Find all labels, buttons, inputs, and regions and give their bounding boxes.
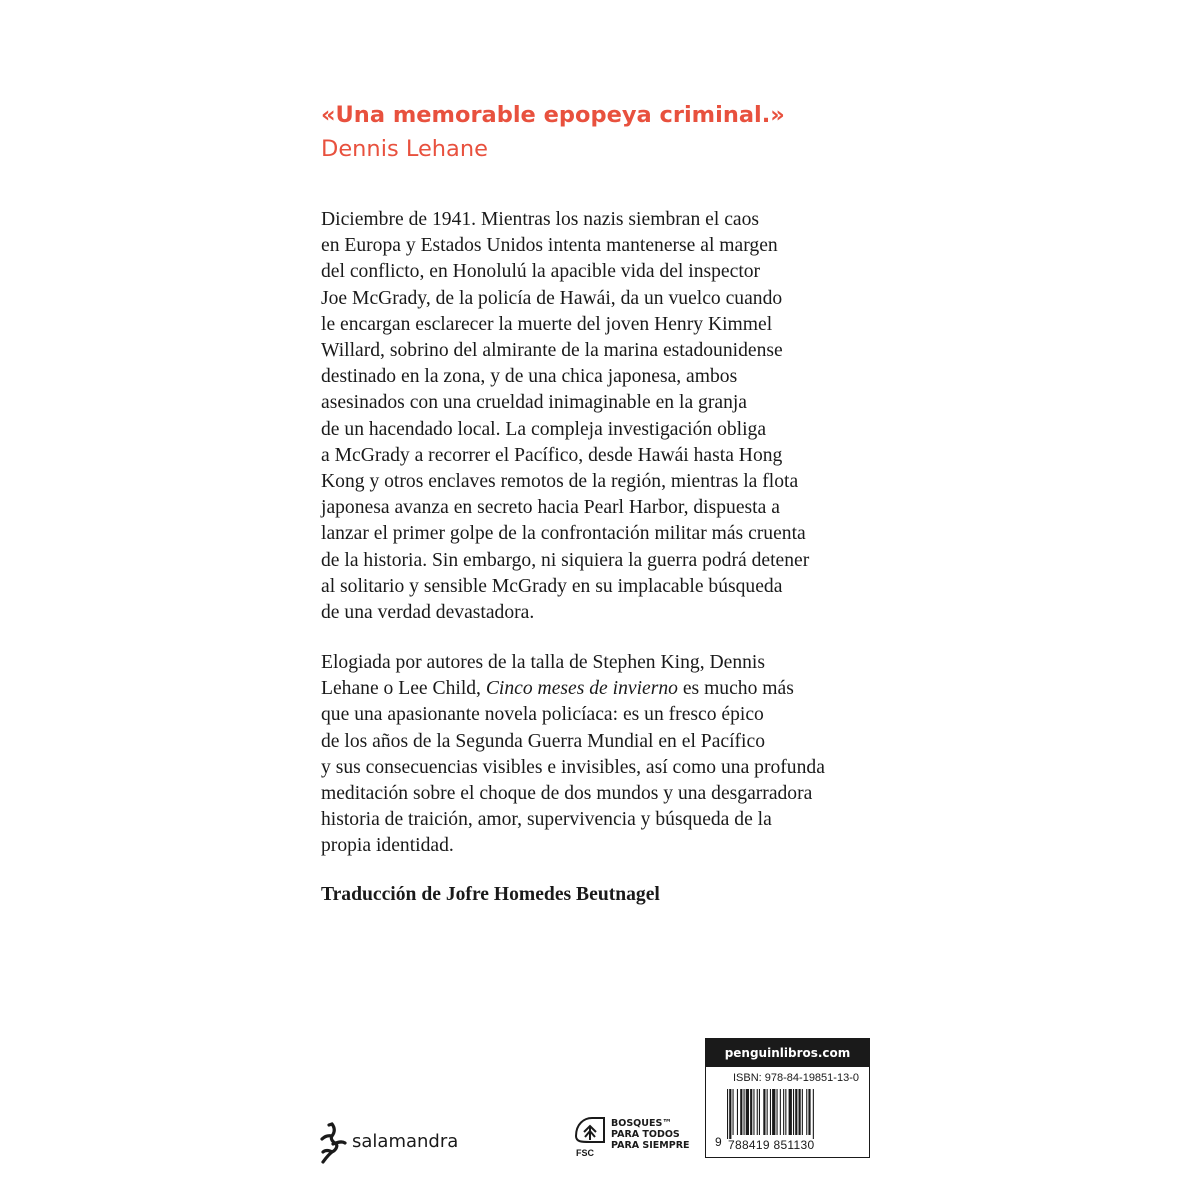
barcode-bar xyxy=(750,1089,752,1135)
barcode xyxy=(727,1089,851,1139)
synopsis-line: Joe McGrady, de la policía de Hawái, da un vuelco cuando xyxy=(321,287,783,309)
fsc-slogan-line: PARA SIEMPRE xyxy=(611,1140,690,1151)
barcode-bar xyxy=(789,1089,792,1135)
synopsis-line xyxy=(321,676,881,702)
synopsis-paragraph-2 xyxy=(321,650,881,860)
publisher-website: penguinlibros.com xyxy=(706,1039,869,1067)
barcode-bar xyxy=(777,1089,778,1135)
barcode-bar xyxy=(767,1089,768,1135)
fsc-slogan-line: BOSQUES™ xyxy=(611,1118,672,1129)
synopsis-line: y sus consecuencias visibles e invisibles, así como una profunda xyxy=(321,756,825,778)
synopsis-line: Kong y otros enclaves remotos de la región, mientras la flota xyxy=(321,471,799,493)
synopsis-line: asesinados con una crueldad inimaginable en la granja xyxy=(321,392,748,414)
synopsis-line: en Europa y Estados Unidos intenta mantenerse al margen xyxy=(321,235,778,257)
barcode-bar xyxy=(806,1089,807,1135)
synopsis-line: meditación sobre el choque de dos mundos y una desgarradora xyxy=(321,783,813,805)
barcode-bar xyxy=(746,1089,749,1135)
publisher-name: salamandra xyxy=(352,1131,459,1152)
fsc-label: FSC xyxy=(576,1148,594,1158)
book-title: Cinco meses de invierno xyxy=(485,678,678,700)
barcode-digits: 788419 851130 xyxy=(728,1138,815,1152)
blurb-quote: «Una memorable epopeya criminal.» xyxy=(321,102,785,128)
barcode-bar xyxy=(802,1089,803,1135)
synopsis-line: Willard, sobrino del almirante de la marina estadounidense xyxy=(321,340,783,362)
synopsis-line: historia de traición, amor, supervivencia y búsqueda de la xyxy=(321,809,772,831)
barcode-bar xyxy=(793,1089,794,1135)
synopsis-line: a McGrady a recorrer el Pacífico, desde Hawái hasta Hong xyxy=(321,444,783,466)
fsc-slogan-line: PARA TODOS xyxy=(611,1129,680,1140)
synopsis-line: al solitario y sensible McGrady en su implacable búsqueda xyxy=(321,575,783,597)
barcode-bar xyxy=(763,1089,765,1135)
synopsis-line: propia identidad. xyxy=(321,835,454,857)
barcode-bar xyxy=(740,1089,742,1135)
isbn-box xyxy=(705,1038,870,1158)
synopsis-line: Elogiada por autores de la talla de Stephen King, Dennis xyxy=(321,652,765,673)
synopsis-line: lanzar el primer golpe de la confrontación militar más cruenta xyxy=(321,523,806,545)
synopsis-line: Diciembre de 1941. Mientras los nazis siembran el caos xyxy=(321,209,760,230)
fsc-slogan xyxy=(611,1118,690,1151)
synopsis-line: le encargan esclarecer la muerte del joven Henry Kimmel xyxy=(321,313,773,335)
barcode-bar xyxy=(785,1089,786,1135)
barcode-bar xyxy=(799,1089,801,1135)
synopsis-line: que una apasionante novela policíaca: es un fresco épico xyxy=(321,704,764,726)
barcode-bar xyxy=(759,1089,760,1135)
barcode-bar xyxy=(808,1089,810,1135)
barcode-bar xyxy=(737,1089,738,1135)
blurb-author: Dennis Lehane xyxy=(321,136,488,162)
barcode-bar xyxy=(813,1089,814,1139)
synopsis-line: de la historia. Sin embargo, ni siquiera la guerra podrá detener xyxy=(321,549,810,571)
barcode-bar xyxy=(780,1089,781,1135)
barcode-bar xyxy=(772,1089,775,1135)
barcode-bar xyxy=(727,1089,728,1139)
barcode-bar xyxy=(729,1089,731,1139)
translation-credit: Traducción de Jofre Homedes Beutnagel xyxy=(321,884,660,905)
isbn-number: ISBN: 978-84-19851-13-0 xyxy=(733,1072,859,1084)
line-text: Lehane o Lee Child, xyxy=(321,678,486,700)
barcode-bar xyxy=(770,1089,771,1135)
barcode-first-digit: 9 xyxy=(715,1135,722,1149)
barcode-bar xyxy=(744,1089,745,1135)
barcode-bar xyxy=(757,1089,758,1135)
synopsis-line: de un hacendado local. La compleja investigación obliga xyxy=(321,418,767,440)
synopsis-line: del conflicto, en Honolulú la apacible vida del inspector xyxy=(321,261,761,283)
barcode-bar xyxy=(753,1089,754,1135)
synopsis-line: de los años de la Segunda Guerra Mundial en el Pacífico xyxy=(321,730,765,752)
synopsis-paragraph-1 xyxy=(321,207,881,626)
synopsis-line: japonesa avanza en secreto hacia Pearl Harbor, dispuesta a xyxy=(321,497,780,519)
synopsis-line: de una verdad devastadora. xyxy=(321,602,535,624)
barcode-bar xyxy=(795,1089,797,1135)
barcode-bar xyxy=(783,1089,784,1135)
line-text: es mucho más xyxy=(677,678,794,700)
barcode-bar xyxy=(733,1089,734,1135)
synopsis-line: destinado en la zona, y de una chica japonesa, ambos xyxy=(321,366,738,388)
